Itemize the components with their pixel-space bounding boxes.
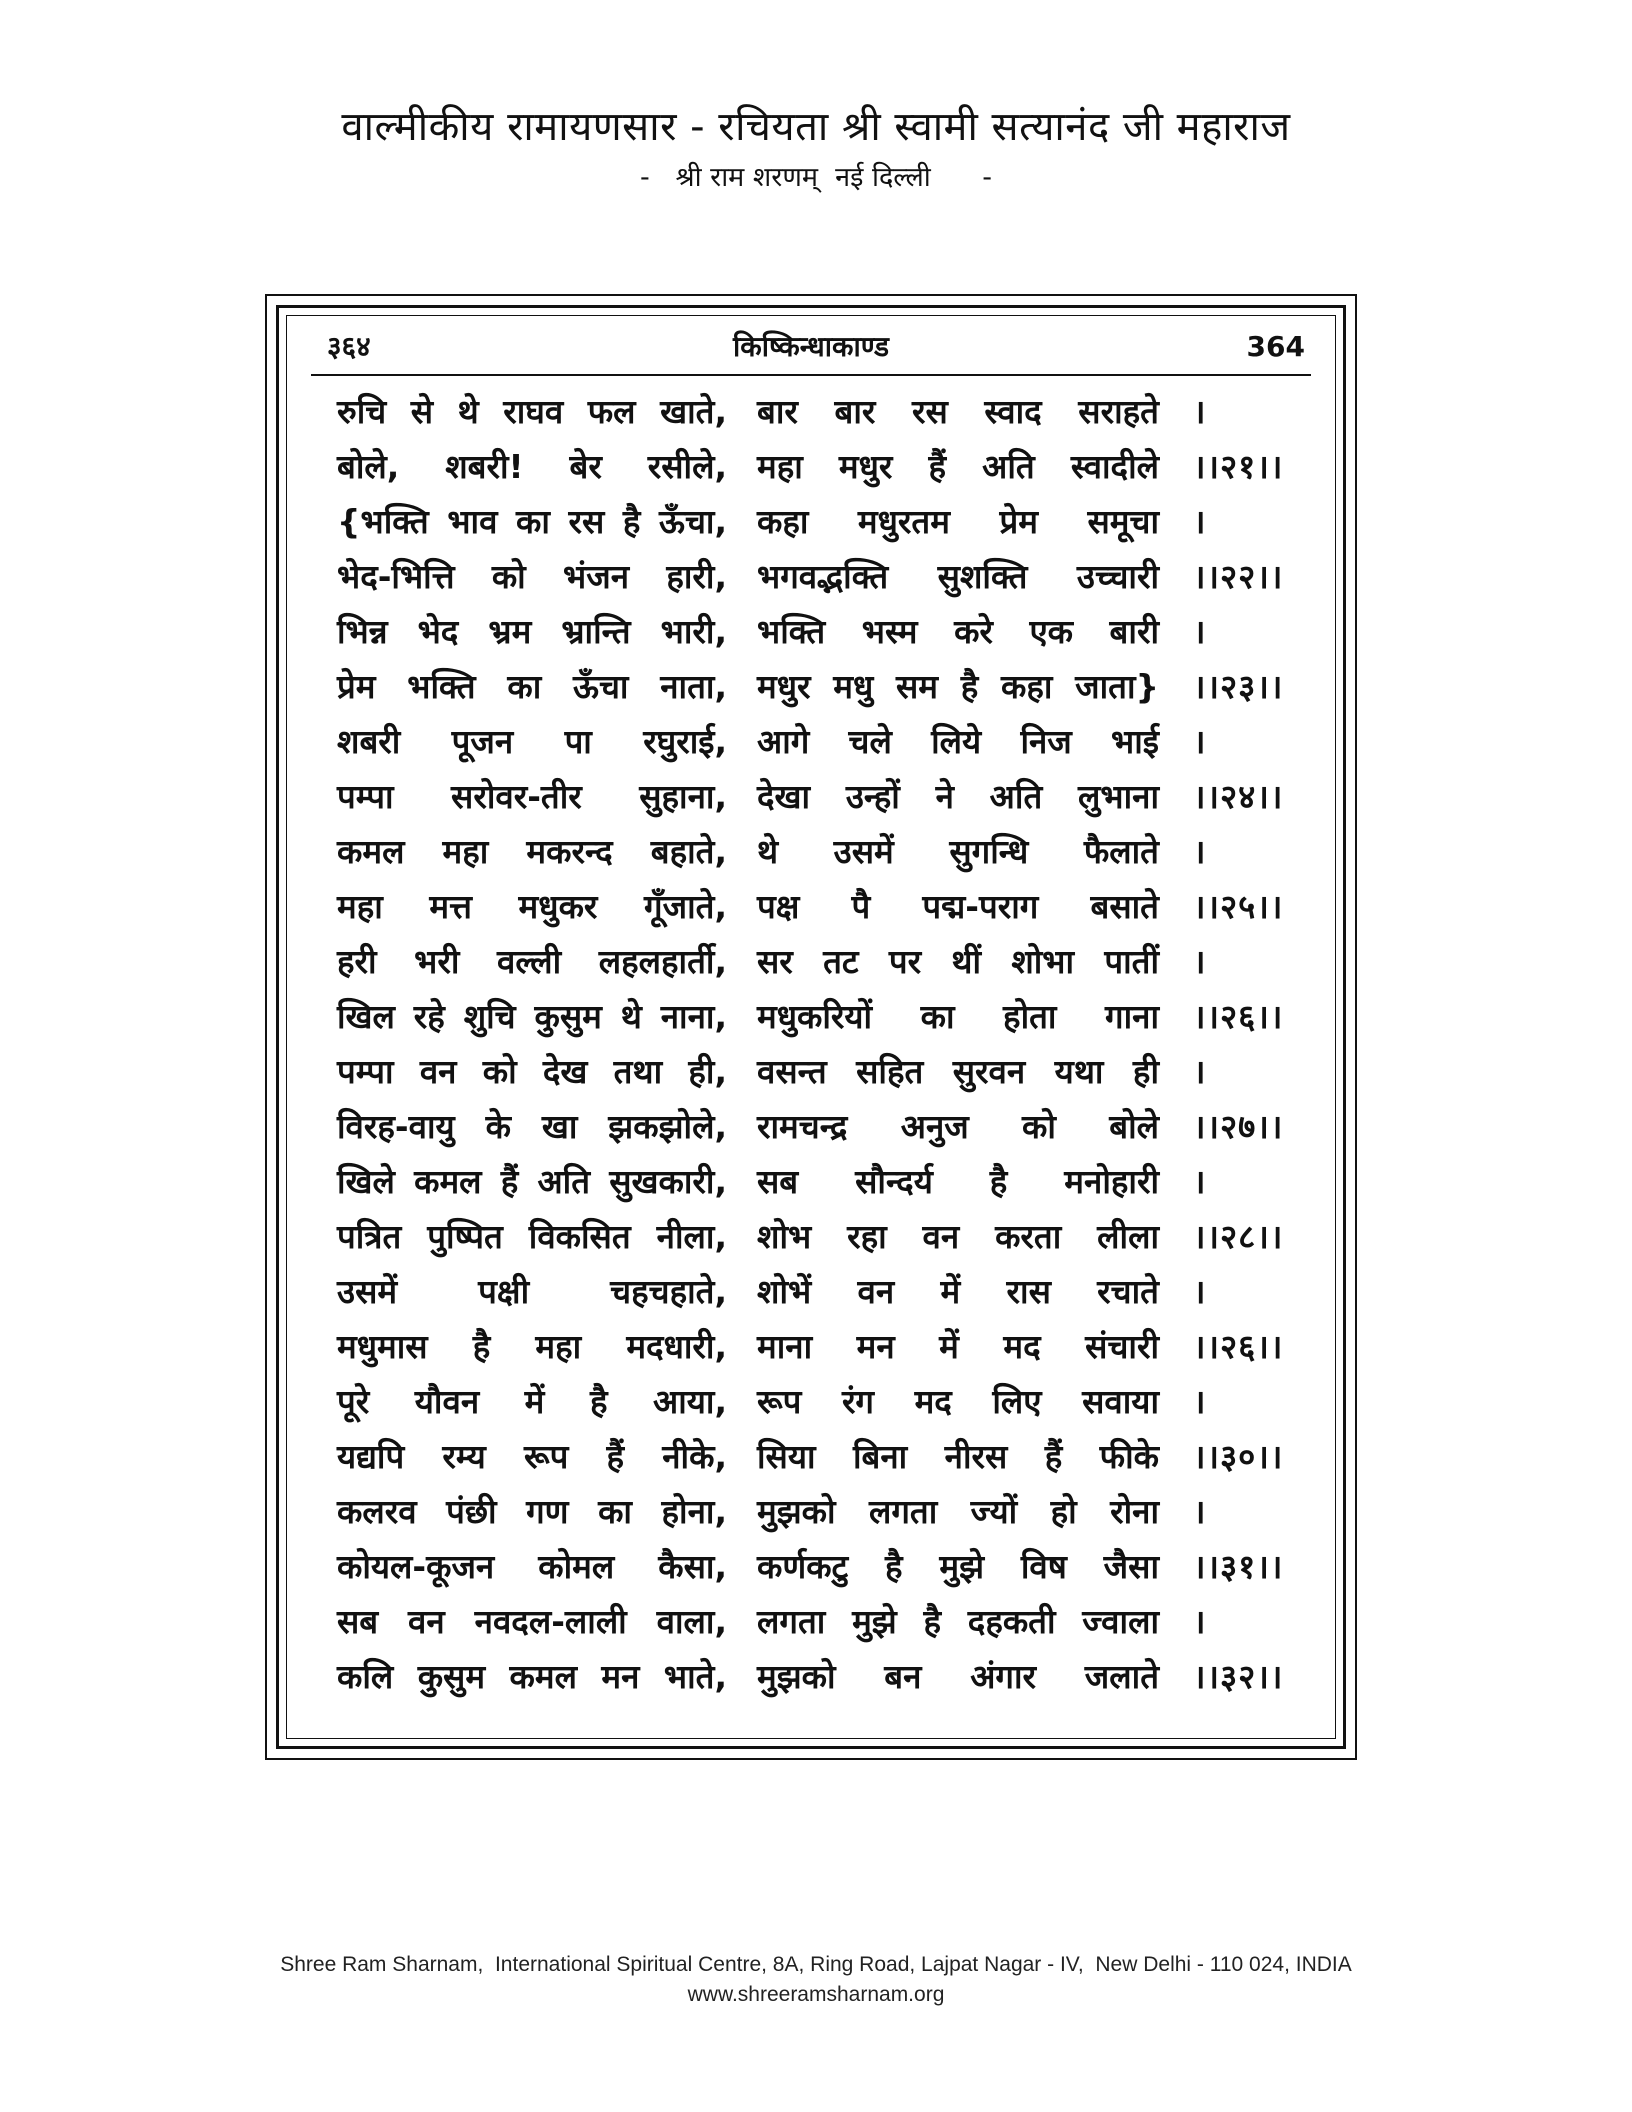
verse-second-half: सर तट पर थीं शोभा पातीं — [757, 942, 1159, 981]
page-frame — [265, 294, 1357, 1760]
verse-first-half: यद्यपि रम्य रूप हैं नीके, — [337, 1437, 727, 1476]
verse-number: ।।२१।। — [1193, 447, 1284, 486]
verse-number: ।।२५।। — [1193, 887, 1284, 926]
verse-number: ।।२२।। — [1193, 557, 1284, 596]
verse-line — [287, 879, 1335, 934]
chapter-title: किष्किन्धाकाण्ड — [732, 330, 890, 363]
verse-second-half: रूप रंग मद लिए सवाया — [757, 1382, 1159, 1421]
verse-number: ।।२७।। — [1193, 1107, 1284, 1146]
verse-second-half: मुझको लगता ज्यों हो रोना — [757, 1492, 1159, 1531]
verse-first-half: पत्रित पुष्पित विकसित नीला, — [337, 1217, 727, 1256]
verse-first-half: उसमें पक्षी चहचहाते, — [337, 1272, 727, 1311]
verse-line — [287, 989, 1335, 1044]
page-number: 364 — [1246, 330, 1305, 363]
verse-number: ।।२६।। — [1193, 997, 1284, 1036]
document-title: वाल्मीकीय रामायणसार - रचियता श्री स्वामी सत्यानंद जी महाराज — [341, 104, 1291, 150]
verse-number: ।।३१।। — [1193, 1547, 1284, 1586]
verse-second-half: महा मधुर हैं अति स्वादीले — [757, 447, 1159, 486]
document-header — [0, 100, 1632, 198]
verse-second-half: मधुर मधु सम है कहा जाता} — [757, 667, 1159, 706]
verse-number: ।।२६।। — [1193, 1327, 1284, 1366]
verse-first-half: भिन्न भेद भ्रम भ्रान्ति भारी, — [337, 612, 727, 651]
verse-number: । — [1193, 502, 1207, 541]
verse-list — [287, 384, 1335, 1704]
verse-number: । — [1193, 722, 1207, 761]
verse-first-half: शबरी पूजन पा रघुराई, — [337, 722, 727, 761]
verse-line — [287, 1374, 1335, 1429]
verse-number: ।।२४।। — [1193, 777, 1284, 816]
running-head-divider — [311, 374, 1311, 376]
verse-line — [287, 1429, 1335, 1484]
verse-first-half: खिल रहे शुचि कुसुम थे नाना, — [337, 997, 727, 1036]
verse-line — [287, 769, 1335, 824]
verse-second-half: शोभें वन में रास रचाते — [757, 1272, 1159, 1311]
verse-second-half: थे उसमें सुगन्धि फैलाते — [757, 832, 1159, 871]
verse-line — [287, 494, 1335, 549]
verse-number: । — [1193, 1162, 1207, 1201]
verse-number: । — [1193, 1052, 1207, 1091]
verse-number: ।।३२।। — [1193, 1657, 1284, 1696]
document-subtitle: - श्री राम शरणम् नई दिल्ली - — [639, 162, 993, 193]
verse-number: ।।२३।। — [1193, 667, 1284, 706]
verse-number: ।।३०।। — [1193, 1437, 1284, 1476]
verse-first-half: महा मत्त मधुकर गूँजाते, — [337, 887, 727, 926]
verse-number: । — [1193, 942, 1207, 981]
document-footer — [0, 1950, 1632, 2010]
verse-second-half: वसन्त सहित सुरवन यथा ही — [757, 1052, 1159, 1091]
verse-first-half: खिले कमल हैं अति सुखकारी, — [337, 1162, 727, 1201]
verse-line — [287, 659, 1335, 714]
verse-second-half: आगे चले लिये निज भाई — [757, 722, 1159, 761]
verse-first-half: बोले, शबरी! बेर रसीले, — [337, 447, 727, 486]
verse-second-half: सिया बिना नीरस हैं फीके — [757, 1437, 1159, 1476]
verse-line — [287, 1154, 1335, 1209]
page-frame-inner-border — [276, 305, 1346, 1749]
verse-line — [287, 1594, 1335, 1649]
verse-line — [287, 384, 1335, 439]
verse-number: । — [1193, 1602, 1207, 1641]
verse-first-half: सब वन नवदल-लाली वाला, — [337, 1602, 727, 1641]
verse-number: । — [1193, 1272, 1207, 1311]
verse-second-half: पक्ष पै पद्म-पराग बसाते — [757, 887, 1159, 926]
footer-website: www.shreeramsharnam.org — [687, 1983, 945, 2006]
verse-first-half: पम्पा वन को देख तथा ही, — [337, 1052, 727, 1091]
verse-first-half: प्रेम भक्ति का ऊँचा नाता, — [337, 667, 727, 706]
verse-first-half: कमल महा मकरन्द बहाते, — [337, 832, 727, 871]
verse-second-half: मुझको बन अंगार जलाते — [757, 1657, 1159, 1696]
verse-second-half: शोभ रहा वन करता लीला — [757, 1217, 1159, 1256]
verse-second-half: कहा मधुरतम प्रेम समूचा — [757, 502, 1159, 541]
verse-first-half: पूरे यौवन में है आया, — [337, 1382, 727, 1421]
verse-first-half: कलि कुसुम कमल मन भाते, — [337, 1657, 727, 1696]
verse-number: । — [1193, 1492, 1207, 1531]
verse-line — [287, 934, 1335, 989]
verse-second-half: लगता मुझे है दहकती ज्वाला — [757, 1602, 1159, 1641]
verse-first-half: पम्पा सरोवर-तीर सुहाना, — [337, 777, 727, 816]
verse-second-half: माना मन में मद संचारी — [757, 1327, 1159, 1366]
verse-first-half: मधुमास है महा मदधारी, — [337, 1327, 727, 1366]
verse-first-half: कलरव पंछी गण का होना, — [337, 1492, 727, 1531]
verse-first-half: {भक्ति भाव का रस है ऊँचा, — [337, 502, 727, 541]
verse-line — [287, 1539, 1335, 1594]
page-running-head — [311, 322, 1311, 372]
verse-line — [287, 439, 1335, 494]
verse-second-half: रामचन्द्र अनुज को बोले — [757, 1107, 1159, 1146]
verse-first-half: विरह-वायु के खा झकझोले, — [337, 1107, 727, 1146]
verse-first-half: भेद-भित्ति को भंजन हारी, — [337, 557, 727, 596]
page-number-hindi: ३६४ — [327, 330, 371, 363]
verse-first-half: हरी भरी वल्ली लहलहार्ती, — [337, 942, 727, 981]
verse-second-half: सब सौन्दर्य है मनोहारी — [757, 1162, 1159, 1201]
verse-line — [287, 604, 1335, 659]
verse-line — [287, 1484, 1335, 1539]
verse-line — [287, 1209, 1335, 1264]
verse-second-half: भगवद्भक्ति सुशक्ति उच्चारी — [757, 557, 1159, 596]
verse-line — [287, 549, 1335, 604]
verse-number: । — [1193, 612, 1207, 651]
verse-number: । — [1193, 832, 1207, 871]
verse-line — [287, 1264, 1335, 1319]
verse-first-half: रुचि से थे राघव फल खाते, — [337, 392, 727, 431]
verse-second-half: बार बार रस स्वाद सराहते — [757, 392, 1159, 431]
verse-line — [287, 714, 1335, 769]
verse-second-half: मधुकरियों का होता गाना — [757, 997, 1159, 1036]
verse-second-half: कर्णकटु है मुझे विष जैसा — [757, 1547, 1159, 1586]
verse-number: । — [1193, 392, 1207, 431]
verse-first-half: कोयल-कूजन कोमल कैसा, — [337, 1547, 727, 1586]
verse-number: । — [1193, 1382, 1207, 1421]
verse-second-half: देखा उन्हों ने अति लुभाना — [757, 777, 1159, 816]
verse-number: ।।२८।। — [1193, 1217, 1284, 1256]
verse-line — [287, 1099, 1335, 1154]
footer-address: Shree Ram Sharnam, International Spiritual Centre, 8A, Ring Road, Lajpat Nagar - IV, New Delhi - 110 024, INDIA — [280, 1953, 1352, 1976]
verse-line — [287, 1044, 1335, 1099]
verse-line — [287, 1319, 1335, 1374]
verse-second-half: भक्ति भस्म करे एक बारी — [757, 612, 1159, 651]
verse-line — [287, 1649, 1335, 1704]
verse-line — [287, 824, 1335, 879]
page-frame-content — [286, 315, 1336, 1739]
